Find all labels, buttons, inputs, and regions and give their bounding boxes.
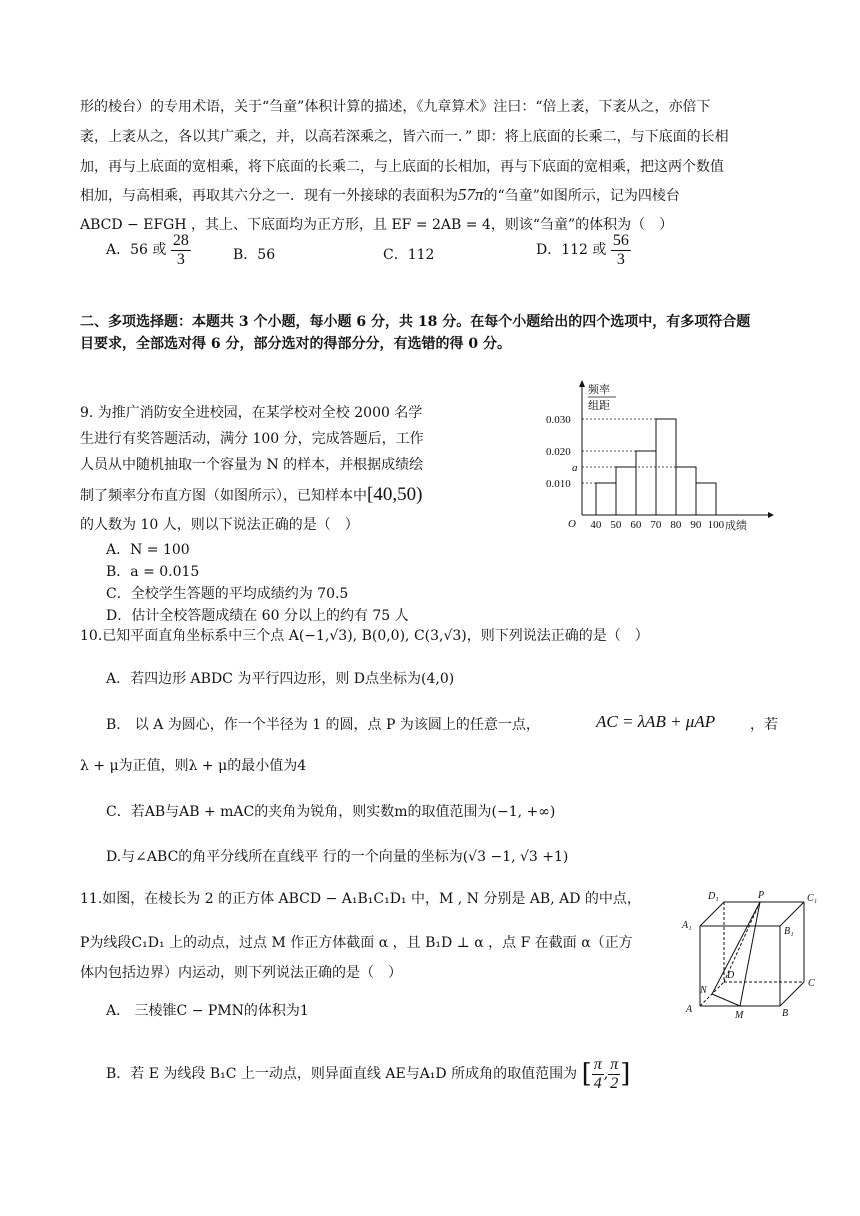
q11-line-2: P为线段C₁D₁ 上的动点，过点 M 作正方体截面 α ，且 B₁D ⊥ α ，点 F 在截面 α（正方 bbox=[80, 935, 633, 951]
x-tick-label: 80 bbox=[670, 519, 682, 531]
q9-option-c[interactable]: C．全校学生答题的平均成绩约为 70.5 bbox=[106, 586, 349, 602]
q11-option-b-text: B．若 E 为线段 B₁C 上一动点，则异面直线 AE与A₁D 所成角的取值范围为 bbox=[106, 1066, 578, 1083]
q8-line-4-head: 相加，与高相乘，再取其六分之一．现有一外接球的表面积为 bbox=[80, 188, 458, 204]
q9-option-d[interactable]: D．估计全校答题成绩在 60 分以上的约有 75 人 bbox=[106, 608, 409, 624]
q8-line-3: 加，再与上底面的宽相乘，将下底面的长乘二，与上底面的长相加，再与下底面的宽相乘，把这两个数值 bbox=[80, 159, 724, 175]
bracket-left: [ bbox=[581, 1059, 592, 1090]
edge-b1-c1 bbox=[780, 902, 804, 926]
q8-line-4-tail: 的“刍童”如图所示，记为四棱台 bbox=[483, 188, 680, 204]
frequency-histogram bbox=[530, 375, 790, 545]
section-2-heading-line-2: 目要求，全部选对得 6 分，部分选对的得部分分，有选错的得 0 分。 bbox=[80, 336, 511, 352]
q8-line-1: 形的棱台）的专用术语，关于“刍童”体积计算的描述，《九章算术》注曰：“倍上袤，下袤从之，亦倍下 bbox=[80, 99, 711, 115]
cube-figure bbox=[680, 888, 830, 1023]
q8-option-d-fraction bbox=[611, 232, 631, 268]
label-b: B bbox=[782, 1008, 789, 1019]
q8-line-5: ABCD − EFGH ，其上、下底面均为正方形，且 EF = 2AB = 4，则该“刍童”的体积为（ ） bbox=[80, 217, 674, 233]
label-a1: A₁ bbox=[682, 920, 692, 931]
x-tick-label: 40 bbox=[590, 519, 602, 531]
y-tick-label: 0.020 bbox=[546, 446, 571, 458]
q10-option-b[interactable] bbox=[106, 714, 540, 734]
edge-b-c bbox=[780, 982, 804, 1006]
frac-num: 28 bbox=[172, 232, 189, 249]
q9-line-4 bbox=[80, 484, 422, 506]
q8-option-a-label: A．56 或 bbox=[106, 242, 167, 259]
frac-num: 56 bbox=[612, 232, 629, 249]
label-c1: C₁ bbox=[807, 893, 818, 904]
q10-option-b-tail: ，若 bbox=[750, 717, 778, 733]
edge-a1-d1 bbox=[700, 902, 724, 926]
label-a: A bbox=[686, 1004, 693, 1015]
q9-line-4-text: 制了频率分布直方图（如图所示），已知样本中 bbox=[80, 488, 367, 504]
q10-option-c[interactable]: C．若AB与AB + mAC的夹角为锐角，则实数m的取值范围为(−1, +∞) bbox=[106, 804, 556, 820]
q9-interval: [40,50) bbox=[367, 484, 423, 505]
label-b1: B₁ bbox=[784, 926, 794, 937]
histogram-bar bbox=[696, 483, 716, 515]
section-2-heading-line-1: 二、多项选择题：本题共 3 个小题，每小题 6 分，共 18 分。在每个小题给出的四个选项中，有多项符合题 bbox=[80, 314, 751, 330]
q8-line-4 bbox=[80, 185, 680, 205]
x-tick-label: 90 bbox=[690, 519, 702, 531]
label-n: N bbox=[700, 985, 707, 996]
q9-option-a[interactable]: A．N = 100 bbox=[106, 542, 190, 558]
q9-line-5: 的人数为 10 人，则以下说法正确的是（ ） bbox=[80, 517, 359, 533]
x-axis-arrow bbox=[768, 512, 774, 518]
histogram-bar bbox=[596, 483, 616, 515]
x-tick-label: 50 bbox=[610, 519, 622, 531]
frac-den: 3 bbox=[176, 250, 185, 268]
x-tick-label: 60 bbox=[630, 519, 642, 531]
q11-range-upper: $\frac{\pi}{2}$ bbox=[610, 1056, 619, 1092]
frac-den: 3 bbox=[616, 250, 625, 268]
q9-option-b[interactable]: B．a = 0.015 bbox=[106, 564, 200, 580]
q8-option-b[interactable]: B．56 bbox=[233, 247, 276, 263]
label-d1: D₁ bbox=[708, 891, 719, 902]
q8-line-2: 袤，上袤从之，各以其广乘之，并，以高若深乘之，皆六而一．” 即：将上底面的长乘二，与下底面的长相 bbox=[80, 129, 729, 145]
y-tick-label: 0.030 bbox=[546, 414, 571, 426]
q8-option-a-fraction bbox=[171, 232, 191, 268]
q11-option-b[interactable]: B．若 E 为线段 B₁C 上一动点，则异面直线 AE与A₁D 所成角的取值范围为 [ $\frac{\pi}{4}$ , $\frac{\pi}{2}$ ] bbox=[106, 1056, 631, 1092]
segment-p-n bbox=[712, 902, 760, 994]
y-tick-label: a bbox=[572, 462, 578, 474]
q10-vector-equation: AC = λAB + μAP bbox=[596, 712, 716, 731]
y-label-top: 频率 bbox=[588, 384, 610, 396]
q8-option-c[interactable]: C．112 bbox=[383, 247, 435, 263]
label-c: C bbox=[808, 978, 815, 989]
q10-stem: 10.已知平面直角坐标系中三个点 A(−1,√3), B(0,0), C(3,√3)，则下列说法正确的是（ ） bbox=[80, 628, 649, 644]
x-axis-label: 成绩 bbox=[725, 520, 747, 532]
bracket-right: ] bbox=[620, 1059, 631, 1090]
y-axis-arrow bbox=[579, 380, 585, 387]
q9-line-1: 9. 为推广消防安全进校园，在某学校对全校 2000 名学 bbox=[80, 405, 423, 421]
q8-option-d-label: D．112 或 bbox=[536, 242, 607, 259]
y-tick-label: 0.010 bbox=[546, 478, 571, 490]
q9-line-2: 生进行有奖答题活动，满分 100 分，完成答题后，工作 bbox=[80, 431, 424, 447]
q10-option-a[interactable]: A．若四边形 ABDC 为平行四边形，则 D点坐标为(4,0) bbox=[106, 671, 455, 687]
x-tick-label: 70 bbox=[650, 519, 662, 531]
q10-option-d[interactable]: D.与∠ABC的角平分线所在直线平 行的一个向量的坐标为(√3 −1, √3 +1) bbox=[106, 849, 569, 865]
q9-line-3: 人员从中随机抽取一个容量为 N 的样本，并根据成绩绘 bbox=[80, 457, 424, 473]
label-p: P bbox=[758, 890, 765, 901]
x-tick-label: 100 bbox=[707, 519, 725, 531]
q10-option-b-text: B． 以 A 为圆心，作一个半径为 1 的圆，点 P 为该圆上的任意一点， bbox=[106, 717, 540, 733]
histogram-bar bbox=[636, 451, 656, 515]
q11-option-a[interactable]: A． 三棱锥C − PMN的体积为1 bbox=[106, 1003, 309, 1019]
label-m: M bbox=[735, 1010, 744, 1021]
segment-p-m bbox=[740, 902, 760, 1006]
q8-option-d[interactable] bbox=[536, 232, 631, 268]
histogram-bar bbox=[676, 467, 696, 515]
histogram-bar bbox=[616, 467, 636, 515]
q11-line-1: 11.如图，在棱长为 2 的正方体 ABCD − A₁B₁C₁D₁ 中，M , N 分别是 AB, AD 的中点， bbox=[80, 891, 641, 907]
q8-option-a[interactable] bbox=[106, 232, 191, 268]
y-label-bottom: 组距 bbox=[588, 400, 610, 412]
q10-option-b-line-2: λ + μ为正值，则λ + μ的最小值为4 bbox=[80, 758, 307, 774]
segment-n-m bbox=[712, 994, 740, 1006]
q11-range-lower: $\frac{\pi}{4}$ bbox=[593, 1056, 602, 1092]
label-d: D bbox=[727, 970, 735, 981]
q8-surface-area: 57π bbox=[458, 185, 484, 204]
q11-line-3: 体内包括边界）内运动，则下列说法正确的是（ ） bbox=[80, 965, 402, 981]
origin-label: O bbox=[568, 518, 576, 530]
